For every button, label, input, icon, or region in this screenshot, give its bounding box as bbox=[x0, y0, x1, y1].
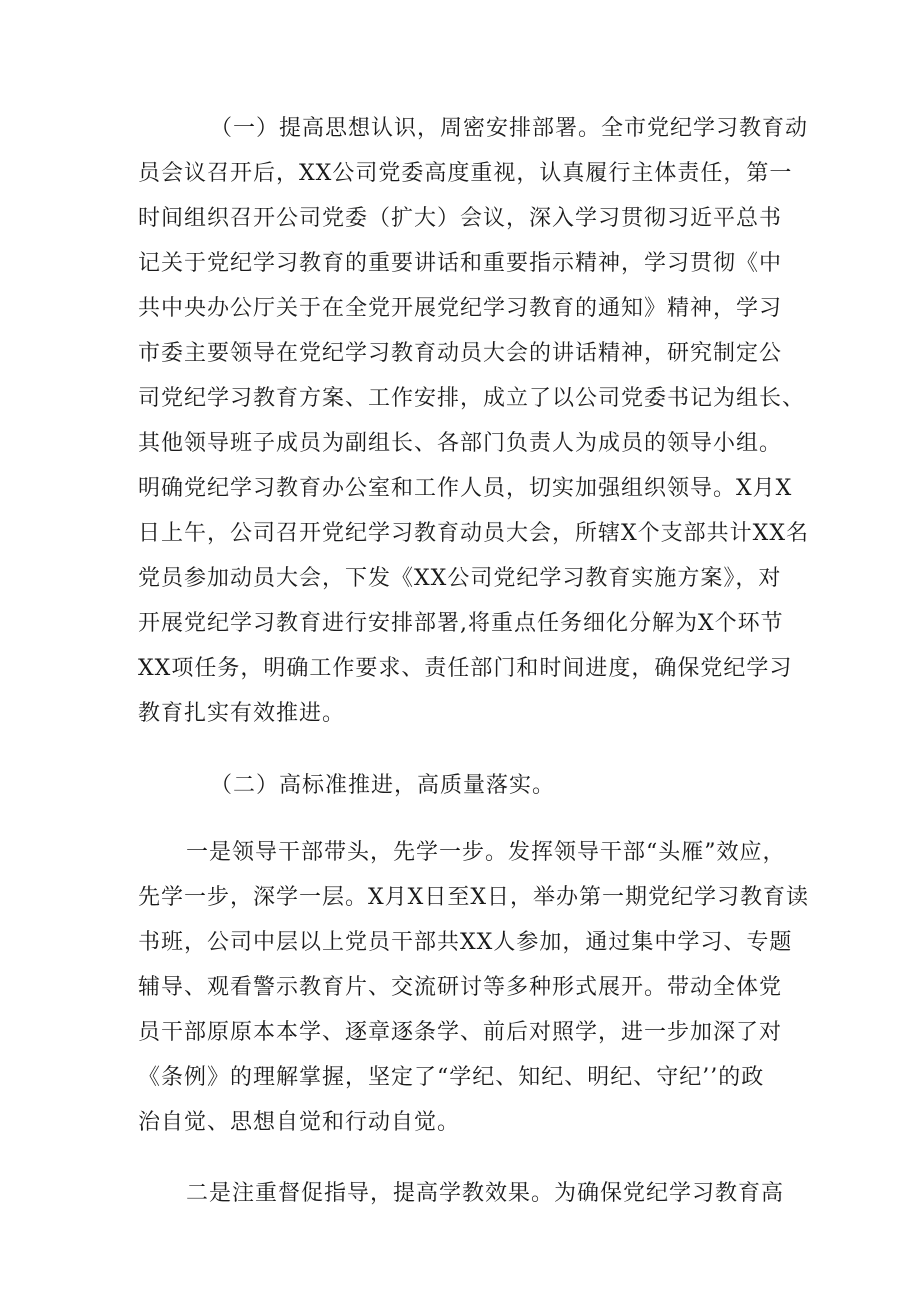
text-line: 治自觉、思想自觉和行动自觉。 bbox=[138, 1110, 461, 1135]
text-line: 党员参加动员大会，下发《XX公司党纪学习教育实施方案》，对 bbox=[138, 566, 782, 591]
paragraph-section-one bbox=[138, 106, 809, 736]
text-line: 其他领导班子成员为副组长、各部门负责人为成员的领导小组。 bbox=[138, 431, 783, 456]
paragraph-spacer bbox=[138, 1145, 798, 1171]
text-line: 明确党纪学习教育办公室和工作人员，切实加强组织领导。X月X bbox=[138, 476, 793, 501]
text-line: XX项任务，明确工作要求、责任部门和时间进度，确保党纪学习 bbox=[138, 656, 793, 681]
text-line: 《条例》的理解掌握，坚定了“学纪、知纪、明纪、守纪’’的政 bbox=[138, 1065, 765, 1090]
paragraph-spacer bbox=[138, 808, 798, 830]
section-heading: （二）高标准推进，高质量落实。 bbox=[210, 773, 556, 798]
text-line: 辅导、观看警示教育片、交流研讨等多种形式展开。带动全体党 bbox=[138, 975, 783, 1000]
text-line: 市委主要领导在党纪学习教育动员大会的讲话精神，研究制定公 bbox=[138, 341, 783, 366]
paragraph-section-two-heading bbox=[138, 763, 798, 808]
text-line: 二是注重督促指导，提高学教效果。为确保党纪学习教育高 bbox=[186, 1181, 785, 1206]
text-line: 记关于党纪学习教育的重要讲话和重要指示精神，学习贯彻《中 bbox=[138, 251, 783, 276]
paragraph-supervision bbox=[138, 1171, 798, 1216]
paragraph-spacer bbox=[138, 736, 798, 763]
text-line: 司党纪学习教育方案、工作安排，成立了以公司党委书记为组长、 bbox=[138, 386, 806, 411]
text-line: 日上午，公司召开党纪学习教育动员大会，所辖X个支部共计XX名 bbox=[138, 521, 809, 546]
text-line: 员干部原原本本学、逐章逐条学、前后对照学，进一步加深了对 bbox=[138, 1020, 783, 1045]
paragraph-leaders-first bbox=[138, 830, 809, 1145]
text-line: 员会议召开后，XX公司党委高度重视，认真履行主体责任，第一 bbox=[138, 161, 793, 186]
text-line: 先学一步，深学一层。X月X日至X日，举办第一期党纪学习教育读 bbox=[138, 885, 809, 910]
text-line: 时间组织召开公司党委（扩大）会议，深入学习贯彻习近平总书 bbox=[138, 206, 783, 231]
text-line: 一是领导干部带头，先学一步。发挥领导干部“头雁”效应， bbox=[186, 840, 786, 865]
text-line: （一）提高思想认识，周密安排部署。全市党纪学习教育动 bbox=[210, 116, 809, 141]
text-line: 书班，公司中层以上党员干部共XX人参加，通过集中学习、专题 bbox=[138, 930, 793, 955]
text-line: 开展党纪学习教育进行安排部署,将重点任务细化分解为X个环节 bbox=[138, 611, 784, 636]
text-line: 共中央办公厅关于在全党开展党纪学习教育的通知》精神，学习 bbox=[138, 296, 783, 321]
document-body bbox=[138, 106, 809, 1216]
text-line: 教育扎实有效推进。 bbox=[138, 701, 346, 726]
